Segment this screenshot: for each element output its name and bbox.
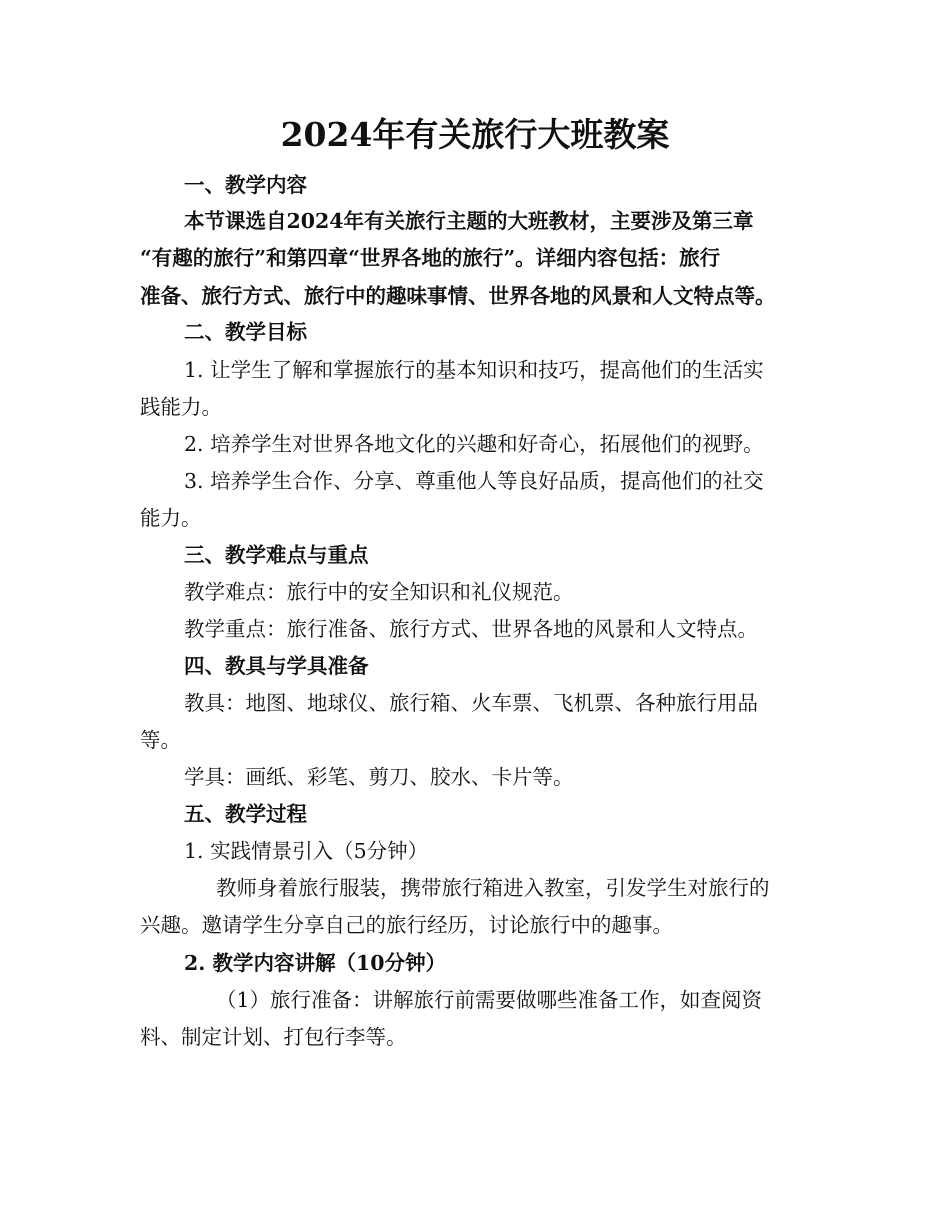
paragraph-line: 教师身着旅行服装，携带旅行箱进入教室，引发学生对旅行的: [216, 876, 770, 900]
document-title: 2024年有关旅行大班教案: [280, 115, 670, 154]
subsection-heading: 2. 教学内容讲解（10分钟）: [184, 951, 447, 975]
paragraph-line: 践能力。: [140, 395, 222, 419]
paragraph-line: “有趣的旅行”和第四章“世界各地的旅行”。详细内容包括：旅行: [140, 246, 721, 270]
paragraph-line: 教具：地图、地球仪、旅行箱、火车票、飞机票、各种旅行用品: [184, 691, 758, 715]
section-heading-materials: 四、教具与学具准备: [184, 654, 369, 678]
paragraph-line: 本节课选自2024年有关旅行主题的大班教材，主要涉及第三章: [184, 209, 754, 233]
paragraph-line: 3. 培养学生合作、分享、尊重他人等良好品质，提高他们的社交: [184, 469, 764, 493]
paragraph-line: 能力。: [140, 506, 202, 530]
paragraph-line: 料、制定计划、打包行李等。: [140, 1025, 407, 1049]
paragraph-line: 1. 让学生了解和掌握旅行的基本知识和技巧，提高他们的生活实: [184, 358, 764, 382]
paragraph-line: 2. 培养学生对世界各地文化的兴趣和好奇心，拓展他们的视野。: [184, 432, 764, 456]
paragraph-line: 兴趣。邀请学生分享自己的旅行经历，讨论旅行中的趣事。: [140, 913, 673, 937]
section-heading-content: 一、教学内容: [184, 173, 307, 197]
paragraph-line: 准备、旅行方式、旅行中的趣味事情、世界各地的风景和人文特点等。: [140, 284, 776, 308]
section-heading-key-points: 三、教学难点与重点: [184, 543, 369, 567]
paragraph-line: 教学重点：旅行准备、旅行方式、世界各地的风景和人文特点。: [184, 617, 758, 641]
paragraph-line: 教学难点：旅行中的安全知识和礼仪规范。: [184, 580, 574, 604]
paragraph-line: 等。: [140, 728, 181, 752]
section-heading-process: 五、教学过程: [184, 802, 307, 826]
paragraph-line: （1）旅行准备：讲解旅行前需要做哪些准备工作，如查阅资: [216, 988, 763, 1012]
paragraph-line: 学具：画纸、彩笔、剪刀、胶水、卡片等。: [184, 765, 574, 789]
section-heading-goals: 二、教学目标: [184, 320, 307, 344]
paragraph-line: 1. 实践情景引入（5分钟）: [184, 839, 429, 863]
